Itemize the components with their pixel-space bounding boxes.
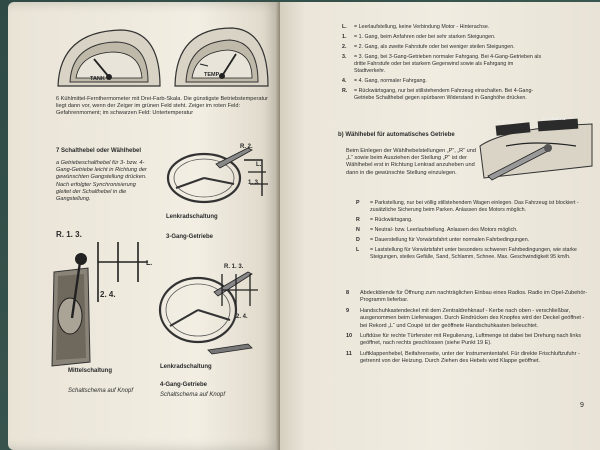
page-number: 9 bbox=[580, 402, 584, 409]
selector-entry bbox=[356, 200, 592, 214]
selector-entry bbox=[356, 227, 592, 234]
shift-entry bbox=[342, 54, 542, 75]
item-entry-text: Luftklappenhebel, Beifahrerseite, unter der Instrumententafel. Für direkte Frischluftzufuhr - getrennt von der Heizung. Durch Ziehen des Hebels wird Klappe geöffnet. bbox=[360, 350, 580, 365]
gauge-temp-label: TEMP bbox=[204, 72, 220, 78]
left-page bbox=[8, 2, 280, 450]
shift-entry bbox=[342, 34, 542, 41]
caption-3-gang: 3-Gang-Getriebe bbox=[166, 234, 214, 240]
selector-entry-text: = Rückwärtsgang. bbox=[370, 217, 413, 223]
floor-shift-illustration bbox=[48, 232, 158, 372]
shift-entry-text: = 4. Gang, normaler Fahrgang. bbox=[354, 78, 427, 84]
item-entry bbox=[346, 351, 592, 366]
selector-entry-key: D bbox=[356, 237, 360, 243]
shift-entry-text: = 1. Gang, beim Anfahren oder bei sehr starken Steigungen. bbox=[354, 34, 496, 40]
item-7-title: 7 Schalthebel oder Wählhebel bbox=[56, 148, 142, 154]
item-7b-title: b) Wählhebel für automatisches Getriebe bbox=[338, 132, 455, 138]
item-entry-key: 10 bbox=[346, 333, 353, 340]
item-7a-text: a Getriebeschalthebel für 3- bzw. 4-Gang-Getriebe leicht in Richtung der gewünschten Gangstellung drücken. Nach erfolgter Synchronisierung gleitet der Schalthebel in die Gangstellung. bbox=[56, 160, 147, 203]
selector-entry-key: N bbox=[356, 227, 360, 233]
shift-position-list bbox=[342, 24, 542, 105]
shift-entry-key: 3. bbox=[342, 54, 347, 60]
selector-entry-text: = Laststellung für Vorwärtsfahrt unter besonders schweren Fahrbedingungen, wie starke Steigungen, steiles Gefälle, Sand, Schlamm, Schnee. Max. Geschwindigkeit 95 km/h. bbox=[370, 247, 577, 260]
gear-label-13: 1. 3. bbox=[248, 180, 260, 186]
selector-entry bbox=[356, 247, 592, 261]
item-entry-text: Abdeckblende für Öffnung zum nachträglichen Einbau eines Radios. Radio im Opel-Zubehör-Programm lieferbar. bbox=[360, 290, 588, 304]
item-entry bbox=[346, 333, 592, 348]
caption-4-gang: 4-Gang-Getriebe bbox=[160, 382, 208, 388]
right-page bbox=[280, 2, 600, 450]
item-entry-key: 9 bbox=[346, 307, 350, 314]
item-entry-text: Luftdüse für rechte Türfenster mit Regulierung, Luftmenge ist dabei bei Drehung nach links geöffnet, nach rechts geschlossen (siehe Punkt 19 E). bbox=[360, 333, 581, 347]
caption-lenkradschaltung-2: Lenkradschaltung bbox=[160, 364, 212, 370]
steering-wheel-illustration bbox=[156, 140, 276, 218]
item-7b-text: Beim Einlegen der Wählhebelstellungen „P“, „R“ und „L“ sowie beim Ausziehen der Stellung „P“ ist der Wählhebel erst in Richtung Lenkrad anzuheben und dann in die gewünschte Stellung einzulegen. bbox=[346, 148, 476, 176]
shift-entry-text: = Rückwärtsgang, nur bei stillstehendem Fahrzeug einschalten. Bei 4-Gang-Getriebe Schalthebel gegen spürbaren Widerstand in Ganghöhe drücken. bbox=[354, 88, 534, 101]
selector-entry-key: P bbox=[356, 200, 360, 206]
selector-panel-left: P·R·N·D·L bbox=[498, 119, 518, 124]
shift-entry-text: = 3. Gang, bei 3-Gang-Getrieben normaler Fahrgang. Bei 4-Gang-Getrieben als dritte Fahrstufe oder bei starkem Gegenwind sowie als Fahrgang im Stadtverkehr. bbox=[354, 54, 542, 74]
caption-schaltschema: Schaltschema auf Knopf bbox=[68, 388, 134, 394]
item-entry bbox=[346, 308, 592, 330]
caption-schaltschema-2: Schaltschema auf Knopf bbox=[160, 392, 226, 398]
selector-panel-right: AUTOMATIC bbox=[542, 116, 566, 121]
shift-entry-text: = Leerlaufstellung, keine Verbindung Motor - Hinterachse. bbox=[354, 24, 490, 30]
shift-entry bbox=[342, 44, 542, 51]
selector-entry-text: = Parkstellung, nur bei völlig stillstehendem Wagen einlegen. Das Fahrzeug ist blockiert - zusätzliche Sicherung beim Parken. Anlassen des Motors möglich. bbox=[370, 200, 579, 213]
gear-pattern-bottom: 2. 4. bbox=[100, 290, 116, 299]
gear-label-r2: R. 2. bbox=[240, 144, 253, 150]
steering-wheel-2-illustration bbox=[148, 266, 278, 362]
selector-entry bbox=[356, 217, 592, 224]
item-6-text: 6 Kühlmittel-Fernthermometer mit Drei-Farb-Skala. Die günstigste Betriebstemperatur liegt dann vor, wenn der Zeiger im grünen Feld steht. Zeiger im roten Feld: Gefahrenmoment; im schwarzen Feld: Untertemperatur bbox=[56, 96, 269, 117]
item-entry bbox=[346, 290, 592, 305]
numbered-items bbox=[346, 290, 592, 369]
gauge-tank-label: TANK bbox=[90, 76, 105, 82]
open-manual bbox=[8, 2, 600, 450]
gear-label-2: R. 1. 3. bbox=[224, 264, 244, 270]
shift-entry bbox=[342, 78, 542, 85]
shift-entry-key: R. bbox=[342, 88, 348, 94]
item-entry-text: Handschuhkastendeckel mit dem Zentraldrehknauf - Kerbe nach oben - verschließbar, ausgenommen beim Lieferwagen. Durch Eindrücken des Knopfes wird der Deckel geöffnet - bei Rekord „L“ und Coupé ist der geöffnete Handschuhkasten beleuchtet. bbox=[360, 307, 585, 329]
shift-entry-text: = 2. Gang, als zweite Fahrstufe oder bei weniger steilen Steigungen. bbox=[354, 44, 515, 50]
selector-entry bbox=[356, 237, 592, 244]
gear-pattern-l: L. bbox=[146, 260, 153, 267]
selector-entry-text: = Neutral- bzw. Leerlaufstellung. Anlassen des Motors möglich. bbox=[370, 227, 518, 233]
selector-entry-text: = Dauerstellung für Vorwärtsfahrt unter normalen Fahrbedingungen. bbox=[370, 237, 530, 243]
gear-label-24: 2. 4. bbox=[236, 314, 248, 320]
selector-position-list bbox=[356, 200, 592, 264]
shift-entry-key: L. bbox=[342, 24, 347, 30]
automatic-selector-illustration bbox=[476, 106, 596, 190]
item-entry-key: 11 bbox=[346, 350, 352, 357]
selector-entry-key: R bbox=[356, 217, 360, 223]
caption-lenkradschaltung-1: Lenkradschaltung bbox=[166, 214, 218, 220]
shift-entry-key: 4. bbox=[342, 78, 347, 84]
caption-mittelschaltung: Mittelschaltung bbox=[68, 368, 113, 374]
gauge-illustration bbox=[50, 24, 270, 96]
shift-entry bbox=[342, 88, 542, 102]
shift-entry-key: 2. bbox=[342, 44, 347, 50]
shift-entry bbox=[342, 24, 542, 31]
shift-entry-key: 1. bbox=[342, 34, 347, 40]
gear-pattern-top: R. 1. 3. bbox=[56, 230, 82, 239]
selector-entry-key: L bbox=[356, 247, 360, 253]
item-entry-key: 8 bbox=[346, 290, 350, 296]
gear-label-l: L. bbox=[256, 162, 262, 168]
